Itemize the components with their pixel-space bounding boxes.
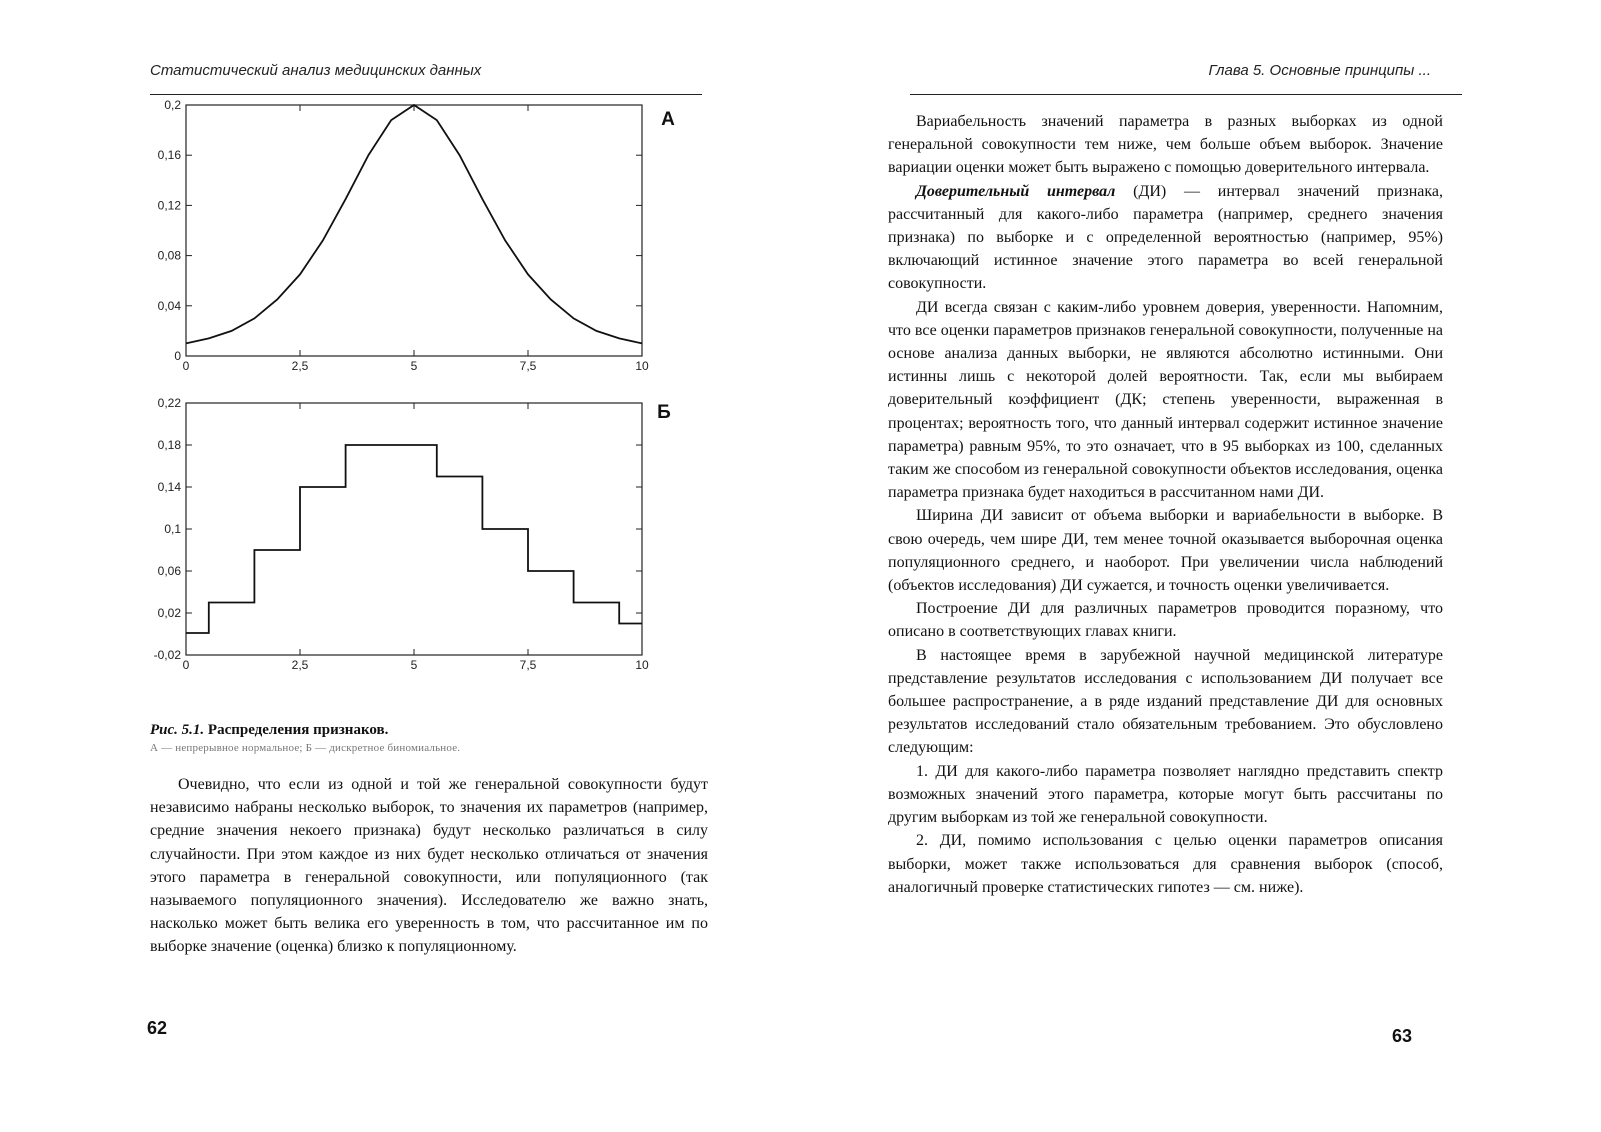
x-tick-label: 7,5 <box>519 359 537 373</box>
x-tick-label: 2,5 <box>291 359 309 373</box>
running-head-right: Глава 5. Основные принципы ... <box>1208 62 1431 79</box>
left-page <box>0 0 780 1132</box>
figure-5-1 <box>0 0 780 720</box>
plot-frame <box>186 403 642 655</box>
y-tick-label: 0,1 <box>164 522 181 536</box>
paragraph-1: Вариабельность значений параметра в разных выборках из одной генеральной совокупности тем ниже, чем больше объем выборок. Значение вариации оценки может быть выражено с помощью доверительного интервала. <box>888 113 1443 177</box>
y-tick-label: 0,06 <box>157 564 181 578</box>
left-paragraph: Очевидно, что если из одной и той же генеральной совокупности будут независимо набраны несколько выборок, то значения их параметров (например, средние значения некоего признака) будут несколько различаться в силу случайности. При этом каждое из них будет несколько отличаться от значения этого параметра в генеральной совокупности, или популяционного (так называемого популяционного значения). Исследователю же важно знать, насколько может быть велика его уверенность в том, что рассчитанное им по выборке значение (оценка) близко к популяционному. <box>150 776 708 956</box>
y-tick-label: 0,04 <box>157 298 181 313</box>
x-tick-label: 10 <box>635 658 649 672</box>
x-tick-label: 2,5 <box>291 658 309 672</box>
x-tick-label: 10 <box>635 359 649 373</box>
caption-title: Распределения признаков. <box>207 722 389 738</box>
y-tick-label: 0,18 <box>157 438 181 452</box>
page-number-left: 62 <box>147 1018 168 1038</box>
x-tick-label: 5 <box>410 658 418 672</box>
y-tick-label: 0,22 <box>157 396 181 410</box>
paragraph-2 <box>888 180 1443 296</box>
right-body <box>888 110 1443 899</box>
y-tick-label: 0,14 <box>157 480 181 494</box>
x-tick-label: 0 <box>182 359 190 373</box>
panel-label: Б <box>657 402 671 423</box>
paragraph-4: Ширина ДИ зависит от объема выборки и вариабельности в выборке. В свою очередь, чем шире ДИ, тем менее точной оказывается выборочная оценка популяционного среднего, и наоборот. При увеличении числа наблюдений (объектов исследования) ДИ сужается, и точность оценки увеличивается. <box>888 507 1443 595</box>
y-tick-label: 0 <box>174 349 181 363</box>
head-rule-right <box>910 94 1462 95</box>
y-tick-label: 0,16 <box>157 148 181 163</box>
caption-subtitle: А — непрерывное нормальное; Б — дискретное биномиальное. <box>150 742 461 754</box>
curve-series <box>186 105 642 343</box>
panel-label: А <box>661 109 675 130</box>
x-tick-label: 5 <box>410 359 418 373</box>
paragraph-5: Построение ДИ для различных параметров проводится поразному, что описано в соответствующих главах книги. <box>888 600 1443 641</box>
y-tick-label: 0,08 <box>157 248 181 263</box>
page-number-right: 63 <box>1392 1026 1413 1046</box>
paragraph-2-text: (ДИ) — интервал значений признака, рассчитанный для какого-либо параметра (например, среднего значения признака) по выборке и с определенной вероятностью (например, 95%) включающий истинное значение этого параметра во всей генеральной совокупности. <box>888 182 1443 293</box>
right-page <box>800 0 1601 1132</box>
paragraph-7: 1. ДИ для какого-либо параметра позволяет наглядно представить спектр возможных значений этого параметра, которые могут быть рассчитаны по другим выборкам из той же генеральной совокупности. <box>888 762 1443 827</box>
paragraph-6: В настоящее время в зарубежной научной медицинской литературе представление результатов исследования с использованием ДИ получает все большее распространение, а в ряде изданий представление ДИ для основных результатов исследований стало обязательным требованием. Это обусловлено следующим: <box>888 646 1443 757</box>
y-tick-label: 0,2 <box>164 98 181 112</box>
y-tick-label: 0,02 <box>157 606 181 620</box>
figure-caption <box>150 722 710 754</box>
paragraph-8: 2. ДИ, помимо использования с целью оценки параметров описания выборки, может также использоваться для сравнения выборок (способ, аналогичный проверке статистических гипотез — см. ниже). <box>888 832 1443 896</box>
running-head-left: Статистический анализ медицинских данных <box>150 62 482 79</box>
paragraph-3: ДИ всегда связан с каким-либо уровнем доверия, уверенности. Напомним, что все оценки параметров признаков генеральной совокупности, полученные на основе анализа данных выборки, не являются абсолютно истинными. Они истинны лишь с некоторой долей вероятности. Так, если мы выбираем доверительный коэффициент (ДК; степень уверенности, выраженная в процентах; вероятность того, что данный интервал содержит истинное значение параметра) равным 95%, то это означает, что в 95 выборках из 100, сделанных таким же способом из генеральной совокупности объектов исследования, оценка параметра признака будет находиться в рассчитанном нами ДИ. <box>888 298 1443 502</box>
term-confidence-interval: Доверительный интервал <box>916 182 1116 200</box>
y-tick-label: -0,02 <box>153 648 181 662</box>
caption-label: Рис. 5.1. <box>150 722 205 738</box>
y-tick-label: 0,12 <box>157 198 181 213</box>
step-series <box>186 445 642 633</box>
x-tick-label: 7,5 <box>519 658 537 672</box>
x-tick-label: 0 <box>182 658 190 672</box>
